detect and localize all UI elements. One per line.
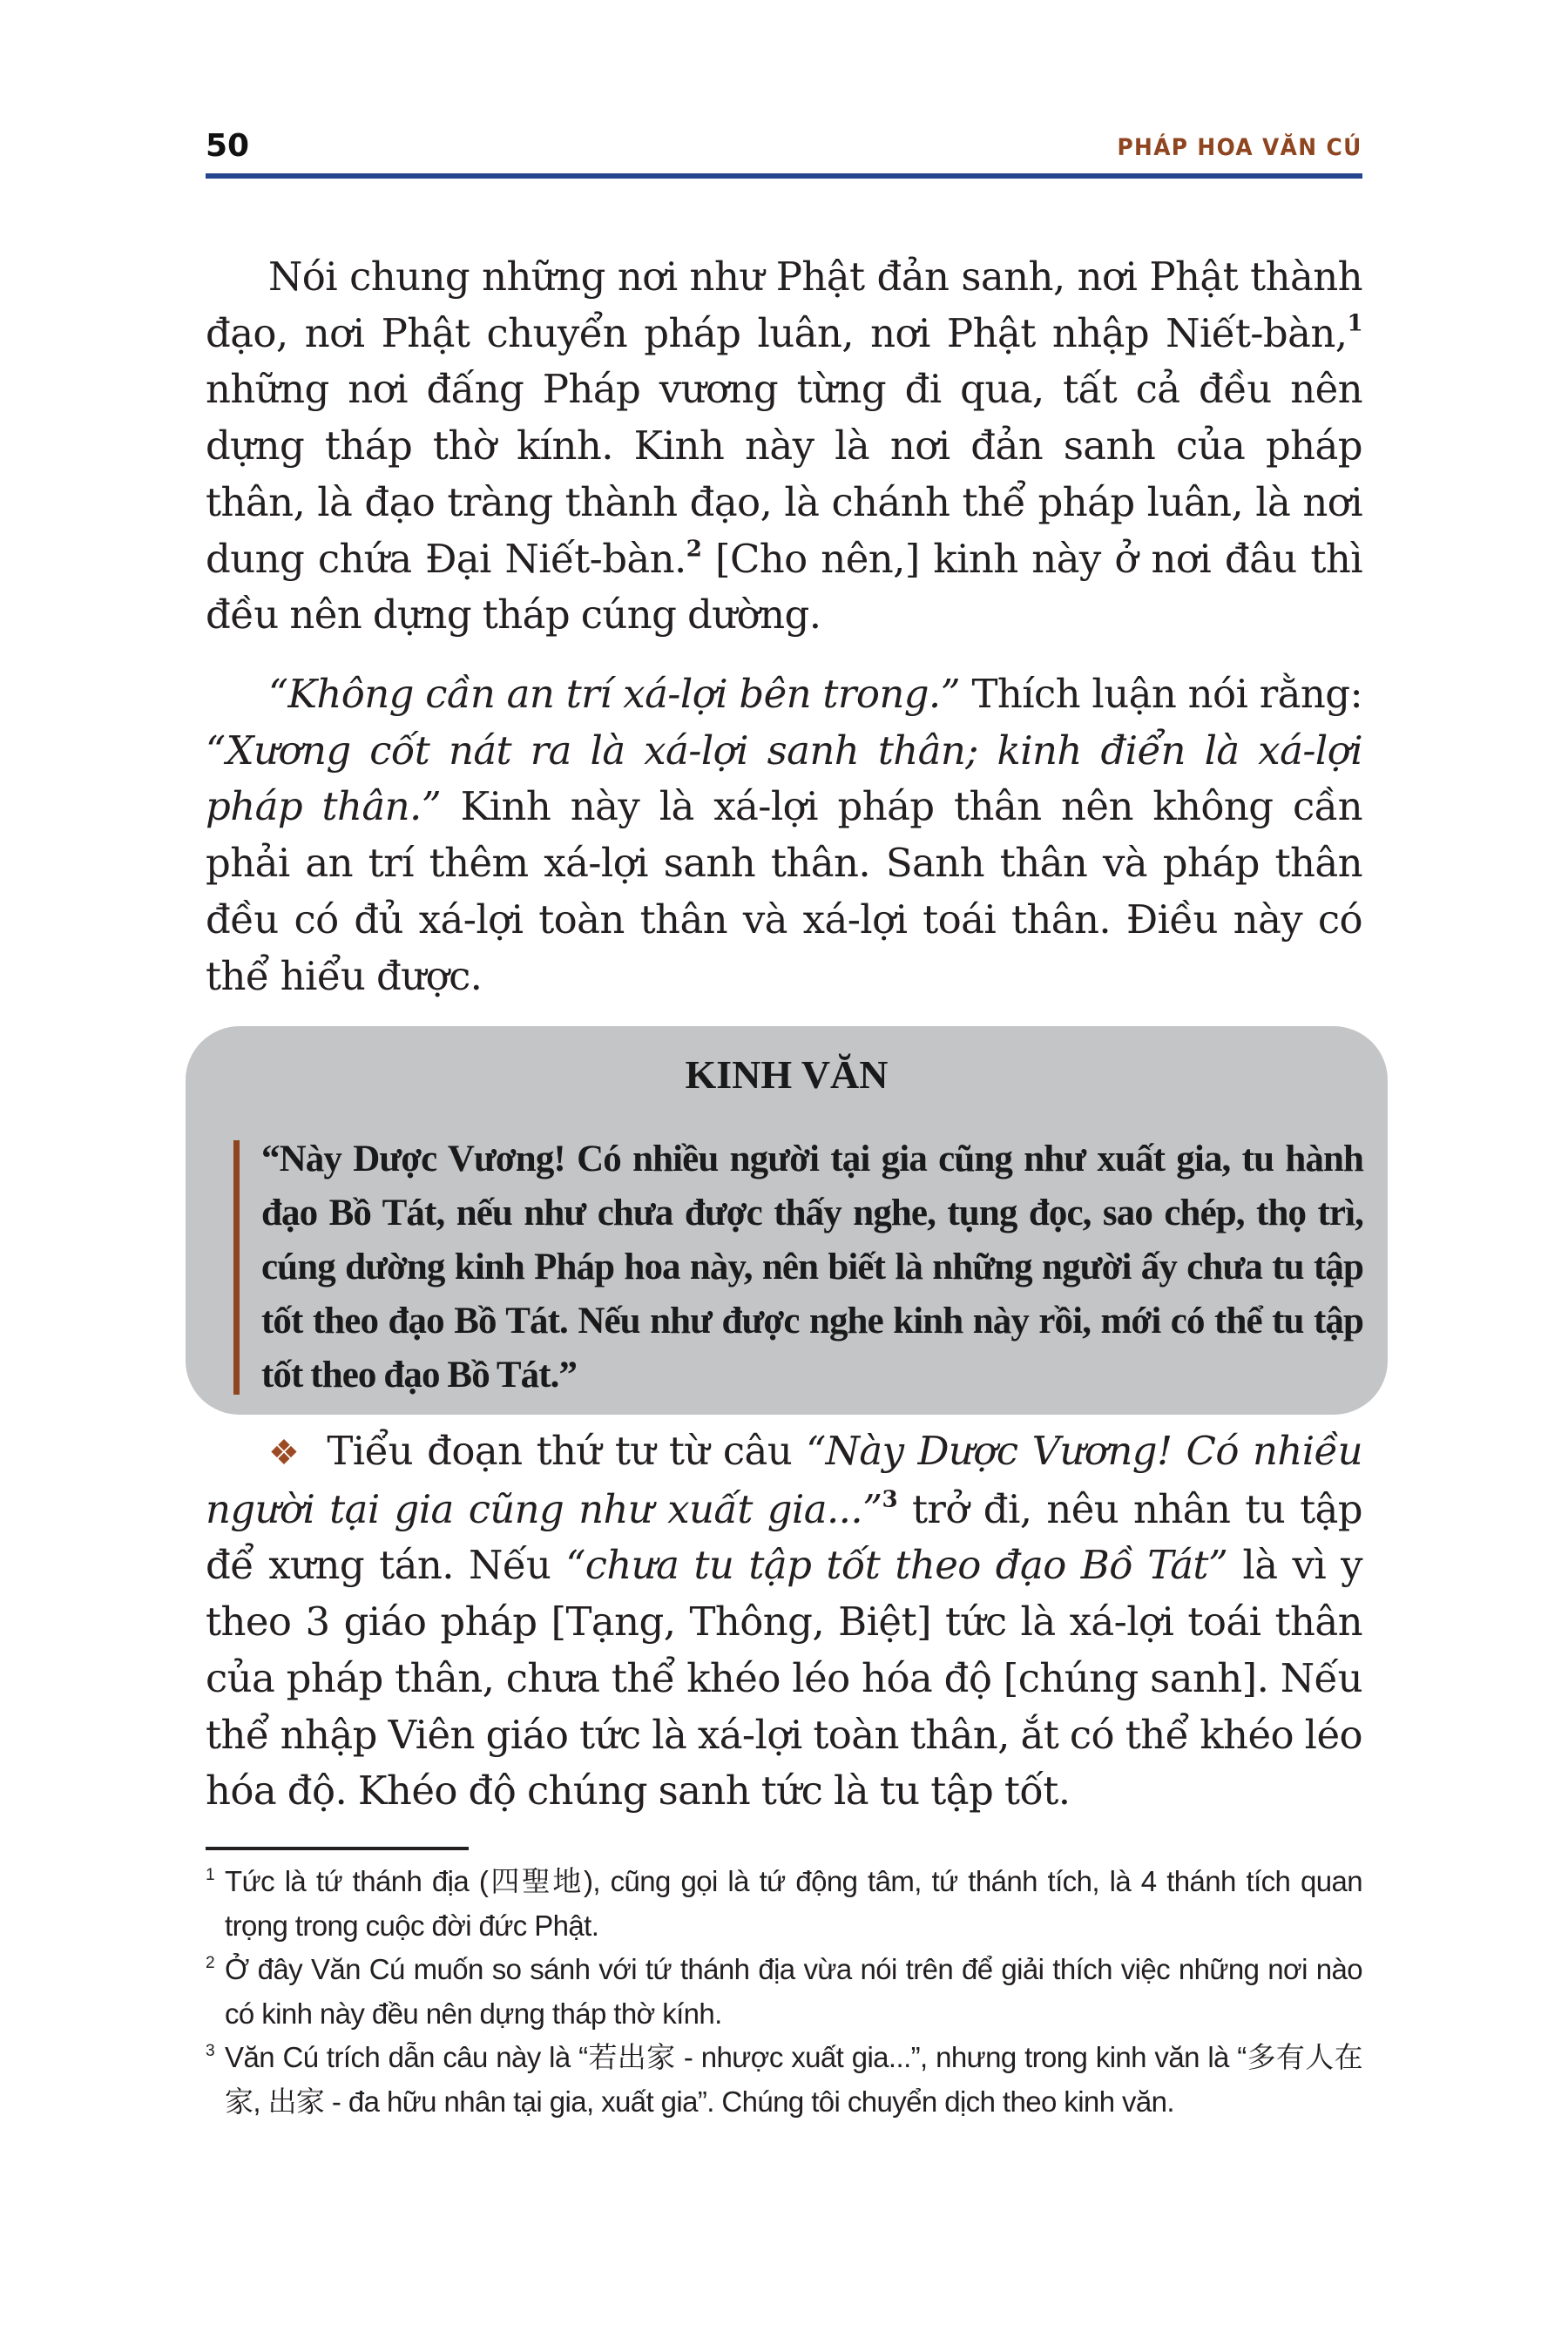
footnote-1 (206, 1860, 1362, 1948)
sutra-quote: “Này Dược Vương! Có nhiều người tại gia cũng như xuất gia, tu hành đạo Bồ Tát, nếu như chưa được thấy nghe, tụng đọc, sao chép, thọ trì, cúng dường kinh Pháp hoa này, nên biết là những người ấy chưa tu tập tốt theo đạo Bồ Tát. Nếu như được nghe kinh này rồi, mới có thể tu tập tốt theo đạo Bồ Tát.” (261, 1139, 1363, 1396)
sutra-text-box (186, 1026, 1388, 1415)
footnote-number: 1 (206, 1865, 215, 1884)
quote-nay-duoc-vuong: “Này Dược Vương! Có nhiều người tại gia cũng như xuất gia...” (206, 1428, 1362, 1532)
page-number: 50 (206, 128, 250, 164)
footnote-2 (206, 1948, 1362, 2036)
paragraph-3-text-a: Tiểu đoạn thứ tư từ câu (313, 1428, 807, 1474)
footnote-separator (206, 1847, 469, 1850)
diamond-ornament-icon: ❖ (268, 1433, 303, 1473)
quote-khong-can: “Không cần an trí xá-lợi bên trong.” (268, 671, 961, 717)
footnote-text: Văn Cú trích dẫn câu này là “若出家 - nhược xuất gia...”, nhưng trong kinh văn là “多有人在家, 出家 - đa hữu nhân tại gia, xuất gia”. Chúng tôi chuyển dịch theo kinh văn. (225, 2041, 1362, 2118)
footnote-ref-1[interactable]: 1 (1347, 309, 1362, 337)
quote-thich-luan: “Xương cốt nát ra là xá-lợi sanh thân; kinh điển là xá-lợi pháp thân.” (206, 727, 1362, 830)
paragraph-3 (206, 1423, 1362, 1820)
footnote-text: Ở đây Văn Cú muốn so sánh với tứ thánh địa vừa nói trên để giải thích việc những nơi nào có kinh này đều nên dựng tháp thờ kính. (225, 1953, 1362, 2030)
running-title: PHÁP HOA VĂN CÚ (1117, 134, 1362, 161)
paragraph-2 (206, 666, 1362, 1004)
header-rule (206, 173, 1362, 179)
paragraph-1-text-a: Nói chung những nơi như Phật đản sanh, nơi Phật thành đạo, nơi Phật chuyển pháp luân, nơi Phật nhập Niết-bàn, (206, 253, 1362, 356)
footnote-ref-2[interactable]: 2 (686, 535, 702, 563)
paragraph-2-text-b: Kinh này là xá-lợi pháp thân nên không cần phải an trí thêm xá-lợi sanh thân. Sanh thân và pháp thân đều có đủ xá-lợi toàn thân và xá-lợi toái thân. Điều này có thể hiểu được. (206, 783, 1362, 999)
paragraph-3-text-c: là vì y theo 3 giáo pháp [Tạng, Thông, Biệt] tức là xá-lợi toái thân của pháp thân, chưa thể khéo léo hóa độ [chúng sanh]. Nếu thể nhập Viên giáo tức là xá-lợi toàn thân, ắt có thể khéo léo hóa độ. Khéo độ chúng sanh tức là tu tập tốt. (206, 1542, 1362, 1815)
footnote-number: 2 (206, 1953, 215, 1972)
paragraph-1-text-c: [Cho nên,] kinh này ở nơi đâu thì đều nên dựng tháp cúng dường. (206, 535, 1363, 639)
quote-chua-tu-tap: “chưa tu tập tốt theo đạo Bồ Tát” (565, 1542, 1228, 1589)
paragraph-2-text-a: Thích luận nói rằng: (960, 671, 1362, 717)
paragraph-3-text-b: trở đi, nêu nhân tu tập để xưng tán. Nếu (206, 1485, 1362, 1589)
footnote-text: Tức là tứ thánh địa (四聖地), cũng gọi là tứ động tâm, tứ thánh tích, là 4 thánh tích quan trọng trong cuộc đời đức Phật. (225, 1865, 1362, 1942)
footnote-3 (206, 2036, 1362, 2124)
footnote-ref-3[interactable]: 3 (882, 1485, 898, 1513)
sutra-heading: KINH VĂN (685, 1052, 889, 1097)
paragraph-1 (206, 249, 1362, 644)
footnote-number: 3 (206, 2041, 215, 2060)
page-header (206, 125, 1362, 166)
quote-accent-bar (233, 1140, 240, 1395)
footnotes (206, 1860, 1362, 2124)
paragraph-1-text-b: những nơi đấng Pháp vương từng đi qua, tất cả đều nên dựng tháp thờ kính. Kinh này là nơi đản sanh của pháp thân, là đạo tràng thành đạo, là chánh thể pháp luân, là nơi dung chứa Đại Niết-bàn. (206, 366, 1362, 582)
